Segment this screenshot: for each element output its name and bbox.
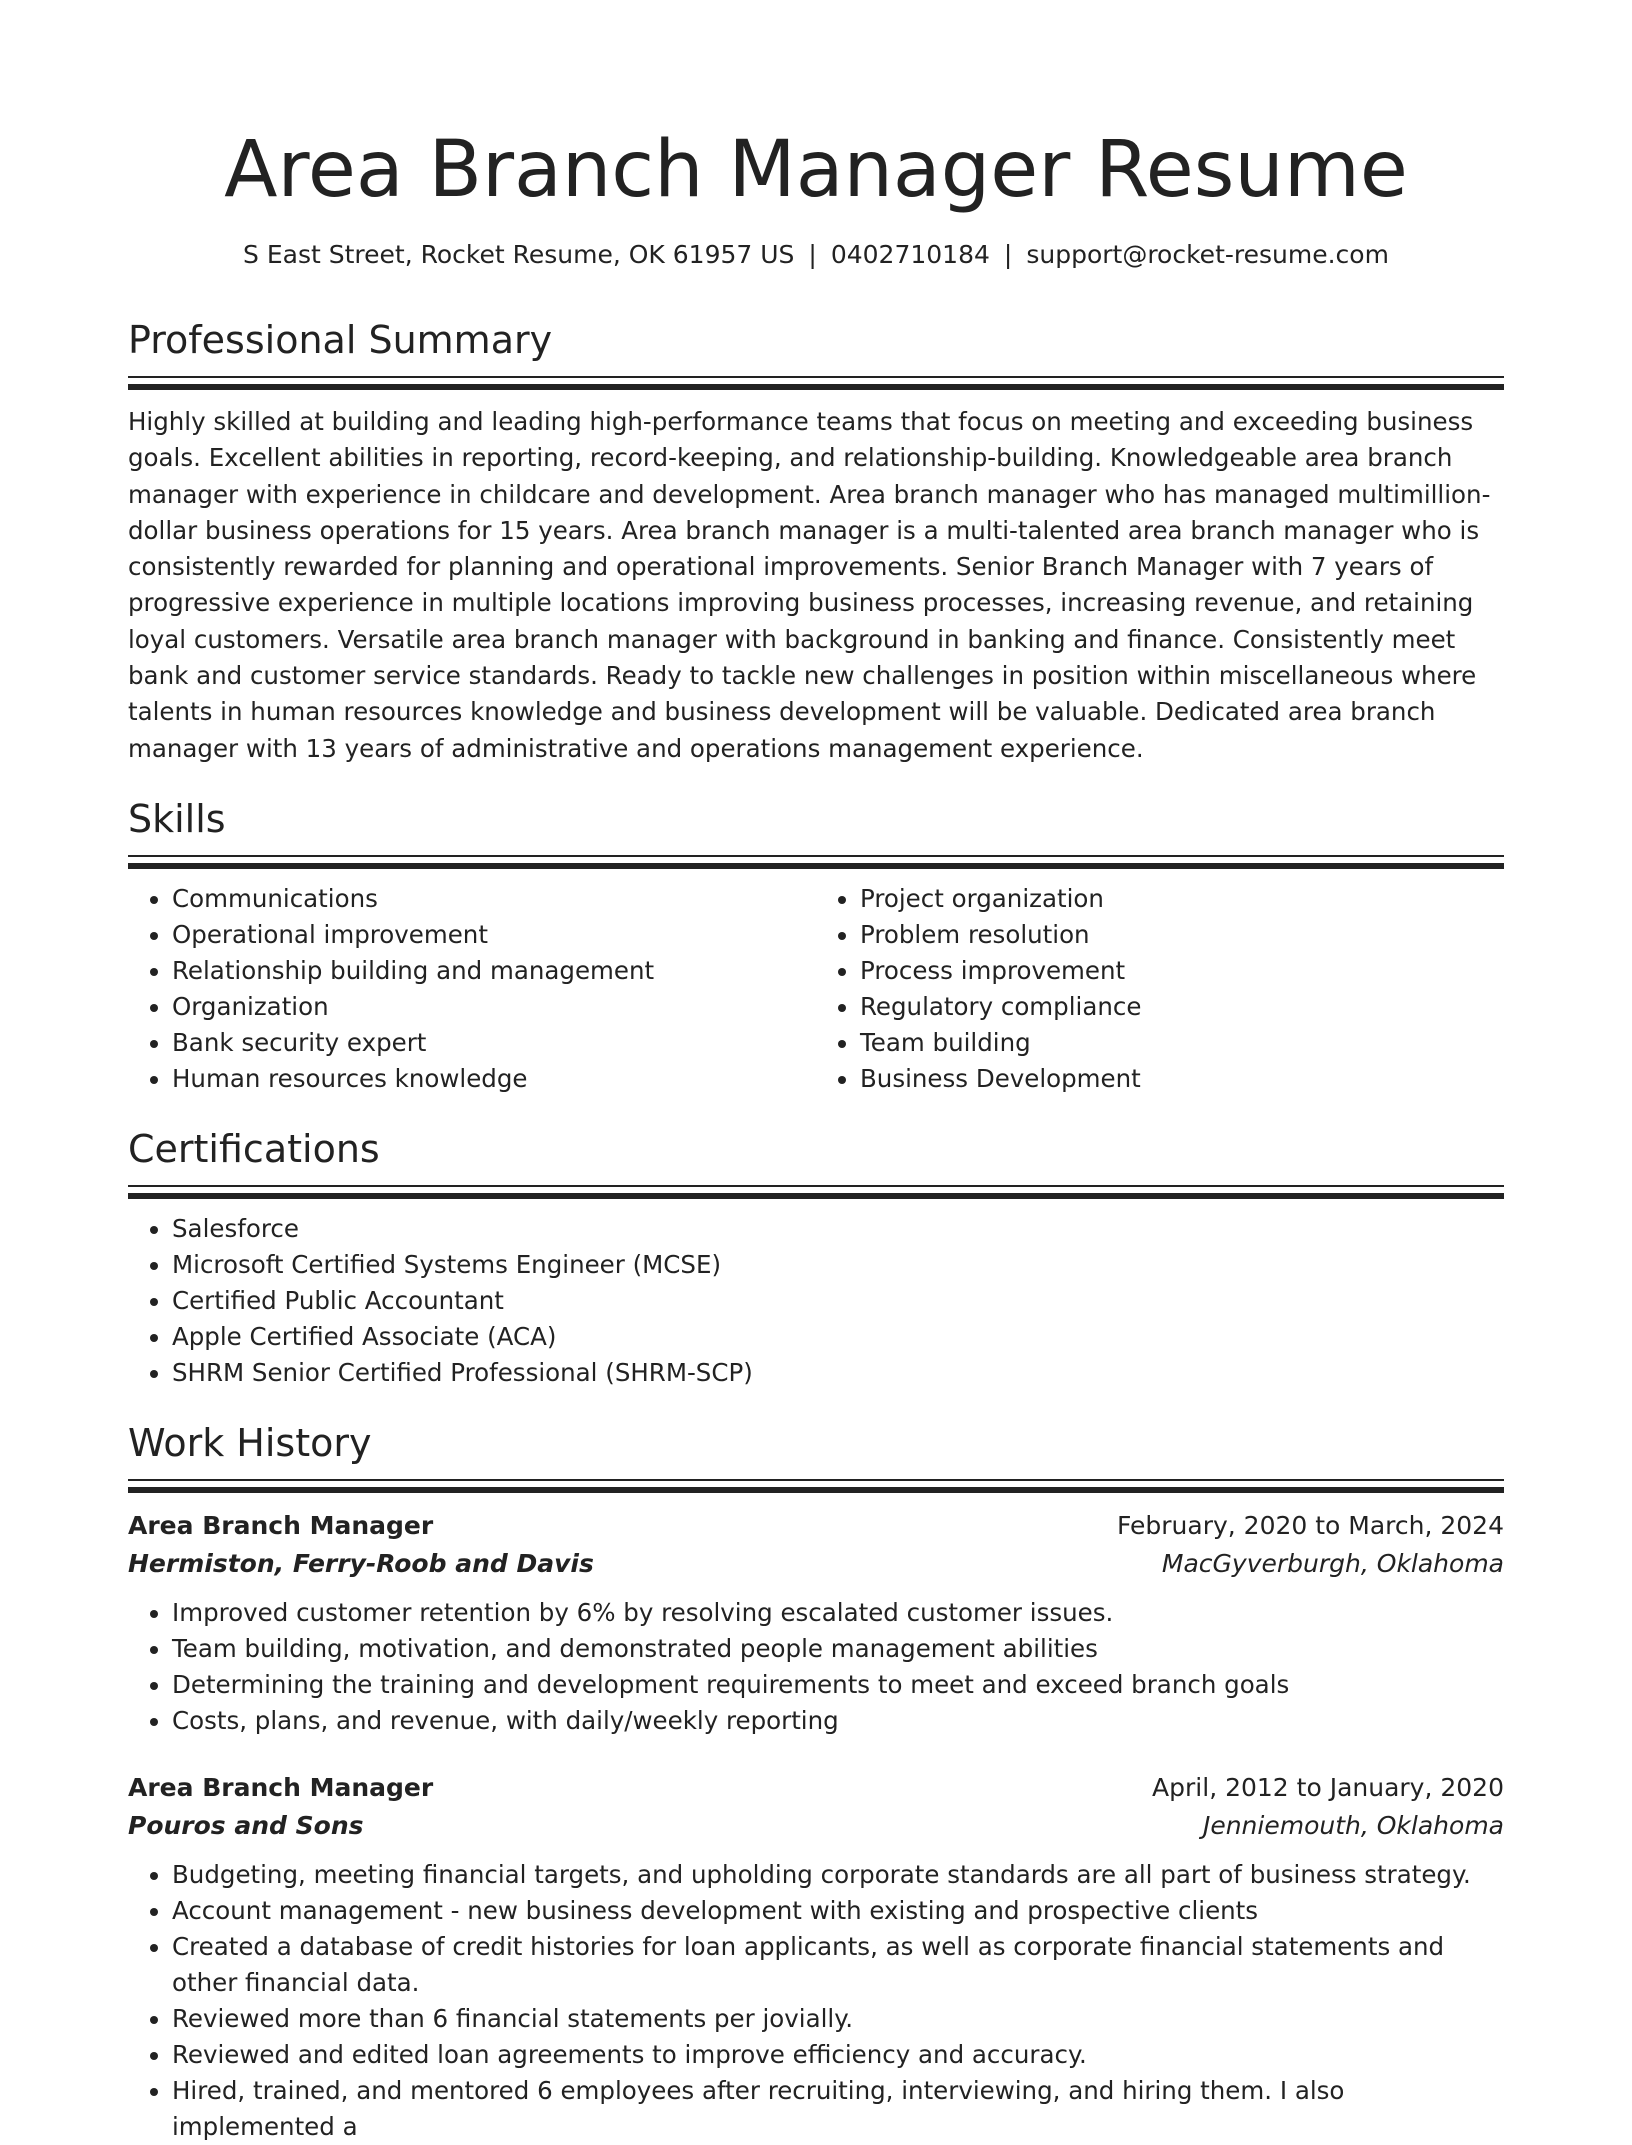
- contact-email: support@rocket-resume.com: [1026, 240, 1389, 269]
- job-location: MacGyverburgh, Oklahoma: [1161, 1548, 1504, 1578]
- job-bullet: • Reviewed and edited loan agreements to improve efficiency and accuracy.: [172, 2037, 1504, 2073]
- job-bullet: • Account management - new business development with existing and prospective clients: [172, 1893, 1504, 1929]
- certification-item: • SHRM Senior Certified Professional (SHRM-SCP): [172, 1355, 1504, 1391]
- job-entry: [128, 1769, 1504, 2145]
- job-bullet: • Team building, motivation, and demonstrated people management abilities: [172, 1631, 1504, 1667]
- skill-item: • Operational improvement: [172, 917, 816, 953]
- job-header: [128, 1507, 1504, 1545]
- job-company: Hermiston, Ferry-Roob and Davis: [128, 1548, 594, 1578]
- certifications-section: [128, 1125, 1504, 1391]
- job-bullets: [128, 1857, 1504, 2145]
- skill-item: • Organization: [172, 989, 816, 1025]
- contact-line: [128, 238, 1504, 272]
- contact-separator: |: [1003, 240, 1013, 269]
- job-bullet: • Costs, plans, and revenue, with daily/weekly reporting: [172, 1703, 1504, 1739]
- skill-item: • Team building: [860, 1025, 1504, 1061]
- job-dates: February, 2020 to March, 2024: [1116, 1510, 1504, 1540]
- skills-grid: [128, 869, 1504, 1097]
- certification-item: • Certified Public Accountant: [172, 1283, 1504, 1319]
- job-bullets: [128, 1595, 1504, 1739]
- section-title-skills: Skills: [128, 796, 226, 841]
- skill-item: • Business Development: [860, 1061, 1504, 1097]
- resume-page: [128, 0, 1504, 2145]
- certification-item: • Microsoft Certified Systems Engineer (MCSE): [172, 1247, 1504, 1283]
- skill-item: • Bank security expert: [172, 1025, 816, 1061]
- job-company: Pouros and Sons: [128, 1810, 364, 1840]
- job-subheader: [128, 1545, 1504, 1583]
- job-dates: April, 2012 to January, 2020: [1152, 1772, 1504, 1802]
- section-divider: [128, 855, 1504, 869]
- section-divider: [128, 1185, 1504, 1199]
- skill-item: • Problem resolution: [860, 917, 1504, 953]
- work-history-section: [128, 1419, 1504, 2145]
- certification-item: • Salesforce: [172, 1211, 1504, 1247]
- job-bullet: • Improved customer retention by 6% by resolving escalated customer issues.: [172, 1595, 1504, 1631]
- job-title: Area Branch Manager: [128, 1772, 434, 1802]
- job-bullet: • Hired, trained, and mentored 6 employees after recruiting, interviewing, and hiring them. I also implemented a: [172, 2073, 1504, 2145]
- skill-item: • Project organization: [860, 881, 1504, 917]
- job-bullet: • Determining the training and development requirements to meet and exceed branch goals: [172, 1667, 1504, 1703]
- contact-separator: |: [808, 240, 817, 269]
- skill-item: • Relationship building and management: [172, 953, 816, 989]
- section-title-work-history: Work History: [128, 1420, 372, 1465]
- section-title-summary: Professional Summary: [128, 318, 553, 362]
- certifications-list: [128, 1211, 1504, 1391]
- section-divider: [128, 376, 1504, 390]
- job-bullet: • Created a database of credit histories for loan applicants, as well as corporate financial statements and other financial data.: [172, 1929, 1504, 2001]
- certification-item: • Apple Certified Associate (ACA): [172, 1319, 1504, 1355]
- skills-list-left: [128, 881, 816, 1097]
- skill-item: • Process improvement: [860, 953, 1504, 989]
- job-header: [128, 1769, 1504, 1807]
- summary-text: Highly skilled at building and leading high-performance teams that focus on meeting and exceeding business goals. Excellent abilities in reporting, record-keeping, and relationship-building. Knowledgeable area branch manager with experience in childcare and development. Area branch manager who has managed multimillion-dollar business operations for 15 years. Area branch manager is a multi-talented area branch manager who is consistently rewarded for planning and operational improvements. Senior Branch Manager with 7 years of progressive experience in multiple locations improving business processes, increasing revenue, and retaining loyal customers. Versatile area branch manager with background in banking and finance. Consistently meet bank and customer service standards. Ready to tackle new challenges in position within miscellaneous where talents in human resources knowledge and business development will be valuable. Dedicated area branch manager with 13 years of administrative and operations management experience.: [128, 407, 1491, 763]
- section-title-certifications: Certifications: [128, 1126, 380, 1171]
- job-bullet: • Budgeting, meeting financial targets, and upholding corporate standards are all part of business strategy.: [172, 1857, 1504, 1893]
- section-divider: [128, 1479, 1504, 1493]
- resume-title: Area Branch Manager Resume: [224, 125, 1408, 215]
- skills-list-right: [816, 881, 1504, 1097]
- skill-item: • Regulatory compliance: [860, 989, 1504, 1025]
- skill-item: • Human resources knowledge: [172, 1061, 816, 1097]
- skill-item: • Communications: [172, 881, 816, 917]
- job-title: Area Branch Manager: [128, 1510, 434, 1540]
- contact-address: S East Street, Rocket Resume, OK 61957 US: [243, 240, 795, 269]
- skills-section: [128, 795, 1504, 1097]
- summary-section: [128, 316, 1504, 767]
- job-bullet: • Reviewed more than 6 financial statements per jovially.: [172, 2001, 1504, 2037]
- job-entry: [128, 1507, 1504, 1739]
- job-location: Jenniemouth, Oklahoma: [1202, 1810, 1504, 1840]
- job-subheader: [128, 1807, 1504, 1845]
- contact-phone: 0402710184: [830, 240, 990, 269]
